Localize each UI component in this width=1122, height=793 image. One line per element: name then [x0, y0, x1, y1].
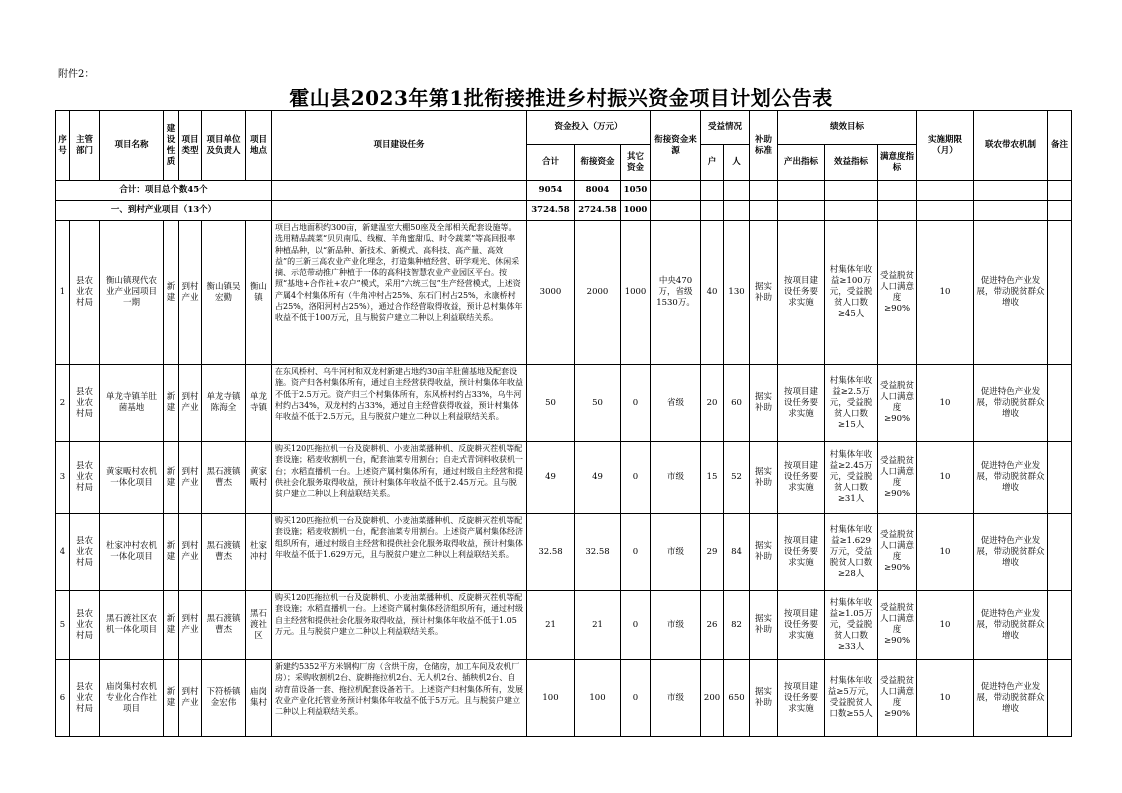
section-other: 1000: [621, 201, 651, 221]
section-total: 3724.58: [527, 201, 575, 221]
cell-type: 到村产业: [179, 660, 202, 737]
cell-source: 省级: [651, 365, 701, 442]
cell-other: 1000: [621, 221, 651, 365]
cell-mechanism: 促进特色产业发展，带动脱贫群众增收: [974, 442, 1048, 514]
cell-source: 市级: [651, 442, 701, 514]
header-output: 产出指标: [778, 145, 825, 181]
header-task: 项目建设任务: [272, 111, 527, 181]
page-title: 霍山县2023年第1批衔接推进乡村振兴资金项目计划公告表: [289, 86, 833, 110]
cell-effect: 村集体年收益≥1.629万元，受益脱贫人口数≥28人: [825, 514, 878, 591]
cell-type: 到村产业: [179, 591, 202, 660]
cell-households: 200: [701, 660, 724, 737]
header-perf: 绩效目标: [778, 111, 917, 145]
table-row: [56, 442, 1072, 514]
cell-type: 到村产业: [179, 442, 202, 514]
cell-period: 10: [917, 442, 974, 514]
header-source: 衔接资金来源: [651, 111, 701, 181]
cell-effect: 村集体年收益≥1.05万元，受益脱贫人口数≥33人: [825, 591, 878, 660]
cell-households: 29: [701, 514, 724, 591]
cell-location: 衡山镇: [246, 221, 272, 365]
cell-satisfaction: 受益脱贫人口满意度≥90%: [878, 442, 917, 514]
header-location: 项目地点: [246, 111, 272, 181]
cell-dept: 县农业农村局: [70, 660, 100, 737]
table-row: [56, 591, 1072, 660]
cell-link: 2000: [575, 221, 621, 365]
cell-effect: 村集体年收益≥2.45万元，受益脱贫人口数≥31人: [825, 442, 878, 514]
cell-period: 10: [917, 365, 974, 442]
header-link-funds: 衔接资金: [575, 145, 621, 181]
header-mechanism: 联农带农机制: [974, 111, 1048, 181]
cell-mechanism: 促进特色产业发展，带动脱贫群众增收: [974, 591, 1048, 660]
cell-people: 130: [724, 221, 750, 365]
cell-subsidy: 据实补助: [750, 514, 778, 591]
cell-seq: 6: [56, 660, 70, 737]
cell-dept: 县农业农村局: [70, 591, 100, 660]
cell-name: 杜家冲村农机一体化项目: [100, 514, 164, 591]
cell-name: 单龙寺镇羊肚菌基地: [100, 365, 164, 442]
cell-task: 新建约5352平方米钢构厂房（含烘干房，仓储房，加工车间及农机厂房）；采购收割机2台、旋耕拖拉机2台、无人机2台、插秧机2台、自动育苗设备一套、拖拉机配套设备若干。上述资产归村集体所有，发展农业产业化托管业务预计村集体年收益不低于5万元。且与脱贫户建立二种以上利益联结关系。: [272, 660, 527, 737]
summary-link: 8004: [575, 181, 621, 201]
cell-output: 按项目建设任务要求实施: [778, 591, 825, 660]
cell-unit: 下符桥镇金宏伟: [202, 660, 246, 737]
cell-dept: 县农业农村局: [70, 365, 100, 442]
cell-output: 按项目建设任务要求实施: [778, 365, 825, 442]
cell-location: 杜家冲村: [246, 514, 272, 591]
cell-seq: 1: [56, 221, 70, 365]
cell-source: 市级: [651, 591, 701, 660]
cell-task: 在东风桥村、乌牛河村和双龙村新建占地约30亩羊肚菌基地及配套设施。资产归各村集体所有，通过自主经营获得收益，预计村集体年收益不低于2.5万元。资产归三个村集体所有，东风桥村约占33%，乌牛河村约占34%，双龙村约占33%，通过自主经营获得收益，预计村集体年收益不低于2.5万元，且与脱贫户建立二种以上利益联结关系。: [272, 365, 527, 442]
cell-note: [1048, 442, 1072, 514]
header-subsidy: 补助标准: [750, 111, 778, 181]
cell-people: 52: [724, 442, 750, 514]
cell-period: 10: [917, 514, 974, 591]
cell-mechanism: 促进特色产业发展，带动脱贫群众增收: [974, 221, 1048, 365]
cell-nature: 新建: [164, 442, 179, 514]
cell-households: 26: [701, 591, 724, 660]
cell-output: 按项目建设任务要求实施: [778, 514, 825, 591]
cell-total: 21: [527, 591, 575, 660]
cell-people: 84: [724, 514, 750, 591]
cell-task: 项目占地面积约300亩，新建温室大棚50座及全部相关配套设施等。选用精品蔬菜“贝贝南瓜、线椒、羊角蜜甜瓜、时令蔬菜”等高回报率种植品种，以“新品种、新技术、新模式、高科技、高产量、高效益”的三新三高农业产业化理念，打造集种植经营、研学观光、休闲采摘、示范带动推广种植于一体的高科技智慧农业产业园区平台。按照“基地+合作社+农户”模式，采用“六统三包”生产经营模式，上述资产属4个村集体所有（牛角冲村占25%、东石门村占25%，永康桥村占25%，洛阳河村占25%），通过合作经营取得收益，预计总村集体年收益不低于100万元，且与脱贫户建立二种以上利益联结关系。: [272, 221, 527, 365]
cell-households: 15: [701, 442, 724, 514]
cell-nature: 新建: [164, 660, 179, 737]
cell-dept: 县农业农村局: [70, 514, 100, 591]
cell-dept: 县农业农村局: [70, 442, 100, 514]
cell-people: 60: [724, 365, 750, 442]
cell-task: 购买120匹拖拉机一台及旋耕机、小麦油菜播种机、反旋耕灭茬机等配套设施；稻麦收割机一台，配套油菜专用割台。上述资产属村集体经济组织所有，通过村级自主经营和提供社会化服务取得收益，预计村集体年收益不低于1.629万元，且与脱贫户建立二种以上利益联结关系。: [272, 514, 527, 591]
cell-seq: 2: [56, 365, 70, 442]
cell-mechanism: 促进特色产业发展，带动脱贫群众增收: [974, 365, 1048, 442]
cell-output: 按项目建设任务要求实施: [778, 442, 825, 514]
cell-link: 50: [575, 365, 621, 442]
cell-source: 市级: [651, 514, 701, 591]
summary-other: 1050: [621, 181, 651, 201]
header-benefit: 受益情况: [701, 111, 750, 145]
cell-source: 市级: [651, 660, 701, 737]
cell-households: 20: [701, 365, 724, 442]
table-row: [56, 221, 1072, 365]
cell-note: [1048, 660, 1072, 737]
cell-subsidy: 据实补助: [750, 442, 778, 514]
cell-nature: 新建: [164, 514, 179, 591]
cell-other: 0: [621, 591, 651, 660]
cell-nature: 新建: [164, 221, 179, 365]
cell-satisfaction: 受益脱贫人口满意度≥90%: [878, 591, 917, 660]
header-satisfaction: 满意度指标: [878, 145, 917, 181]
cell-location: 庙岗集村: [246, 660, 272, 737]
cell-location: 黄家畈村: [246, 442, 272, 514]
cell-unit: 黑石渡镇曹杰: [202, 442, 246, 514]
header-funds: 资金投入（万元）: [527, 111, 651, 145]
cell-mechanism: 促进特色产业发展，带动脱贫群众增收: [974, 514, 1048, 591]
header-row-1: [56, 111, 1072, 145]
attachment-label: 附件2：: [58, 69, 95, 80]
cell-note: [1048, 365, 1072, 442]
header-note: 备注: [1048, 111, 1072, 181]
header-unit: 项目单位及负责人: [202, 111, 246, 181]
cell-link: 100: [575, 660, 621, 737]
header-period: 实施期限（月）: [917, 111, 974, 181]
cell-location: 单龙寺镇: [246, 365, 272, 442]
cell-other: 0: [621, 365, 651, 442]
cell-seq: 3: [56, 442, 70, 514]
header-effect: 效益指标: [825, 145, 878, 181]
summary-row: [56, 181, 1072, 201]
cell-subsidy: 据实补助: [750, 221, 778, 365]
cell-unit: 单龙寺镇陈海全: [202, 365, 246, 442]
section-label: 一、到村产业项目（13个）: [56, 201, 272, 221]
cell-people: 650: [724, 660, 750, 737]
cell-mechanism: 促进特色产业发展，带动脱贫群众增收: [974, 660, 1048, 737]
cell-name: 黑石渡社区农机一体化项目: [100, 591, 164, 660]
header-type: 项目类型: [179, 111, 202, 181]
cell-total: 49: [527, 442, 575, 514]
project-table: [55, 110, 1072, 737]
cell-period: 10: [917, 221, 974, 365]
cell-subsidy: 据实补助: [750, 660, 778, 737]
cell-total: 50: [527, 365, 575, 442]
cell-nature: 新建: [164, 365, 179, 442]
cell-name: 黄家畈村农机一体化项目: [100, 442, 164, 514]
table-row: [56, 365, 1072, 442]
cell-seq: 5: [56, 591, 70, 660]
cell-satisfaction: 受益脱贫人口满意度≥90%: [878, 660, 917, 737]
summary-task: [272, 181, 527, 201]
table-row: [56, 660, 1072, 737]
cell-link: 49: [575, 442, 621, 514]
cell-type: 到村产业: [179, 365, 202, 442]
cell-other: 0: [621, 660, 651, 737]
cell-location: 黑石渡社区: [246, 591, 272, 660]
table-row: [56, 514, 1072, 591]
cell-effect: 村集体年收益≥5万元，受益脱贫人口数≥55人: [825, 660, 878, 737]
cell-total: 3000: [527, 221, 575, 365]
header-total: 合计: [527, 145, 575, 181]
cell-other: 0: [621, 442, 651, 514]
cell-satisfaction: 受益脱贫人口满意度≥90%: [878, 514, 917, 591]
header-people: 人: [724, 145, 750, 181]
cell-note: [1048, 591, 1072, 660]
cell-unit: 黑石渡镇曹杰: [202, 591, 246, 660]
section-row: [56, 201, 1072, 221]
cell-total: 100: [527, 660, 575, 737]
cell-type: 到村产业: [179, 221, 202, 365]
cell-nature: 新建: [164, 591, 179, 660]
cell-task: 购买120匹拖拉机一台及旋耕机、小麦油菜播种机、反旋耕灭茬机等配套设施；稻麦收割机一台，配套油菜专用割台；自走式青饲料收获机一台；水稻直播机一台。上述资产属村集体所有，通过村级自主经营和提供社会化服务取得收益，预计村集体年收益不低于2.45万元。且与脱贫户建立二种以上利益联结关系。: [272, 442, 527, 514]
cell-output: 按项目建设任务要求实施: [778, 221, 825, 365]
cell-seq: 4: [56, 514, 70, 591]
header-households: 户: [701, 145, 724, 181]
cell-period: 10: [917, 591, 974, 660]
cell-effect: 村集体年收益≥2.5万元，受益脱贫人口数≥15人: [825, 365, 878, 442]
cell-link: 32.58: [575, 514, 621, 591]
cell-other: 0: [621, 514, 651, 591]
cell-unit: 衡山镇吴宏勤: [202, 221, 246, 365]
cell-name: 庙岗集村农机专业化合作社项目: [100, 660, 164, 737]
header-other-funds: 其它资金: [621, 145, 651, 181]
cell-subsidy: 据实补助: [750, 591, 778, 660]
cell-subsidy: 据实补助: [750, 365, 778, 442]
cell-effect: 村集体年收益≥100万元，受益脱贫人口数≥45人: [825, 221, 878, 365]
header-nature: 建设性质: [164, 111, 179, 181]
cell-people: 82: [724, 591, 750, 660]
cell-satisfaction: 受益脱贫人口满意度≥90%: [878, 221, 917, 365]
cell-satisfaction: 受益脱贫人口满意度≥90%: [878, 365, 917, 442]
cell-type: 到村产业: [179, 514, 202, 591]
cell-households: 40: [701, 221, 724, 365]
header-dept: 主管部门: [70, 111, 100, 181]
cell-note: [1048, 221, 1072, 365]
cell-link: 21: [575, 591, 621, 660]
cell-output: 按项目建设任务要求实施: [778, 660, 825, 737]
summary-label: 合计：项目总个数45个: [56, 181, 272, 201]
section-link: 2724.58: [575, 201, 621, 221]
cell-unit: 黑石渡镇曹杰: [202, 514, 246, 591]
header-seq: 序号: [56, 111, 70, 181]
section-task: [272, 201, 527, 221]
cell-name: 衡山镇现代农业产业园项目一期: [100, 221, 164, 365]
cell-total: 32.58: [527, 514, 575, 591]
header-name: 项目名称: [100, 111, 164, 181]
cell-period: 10: [917, 660, 974, 737]
cell-source: 中央470万，省级1530万。: [651, 221, 701, 365]
cell-note: [1048, 514, 1072, 591]
cell-task: 购买120匹拖拉机一台及旋耕机、小麦油菜播种机、反旋耕灭茬机等配套设施；水稻直播机一台。上述资产属村集体经济组织所有，通过村级自主经营和提供社会化服务取得收益，预计村集体年收益不低于1.05万元。且与脱贫户建立二种以上利益联结关系。: [272, 591, 527, 660]
cell-dept: 县农业农村局: [70, 221, 100, 365]
summary-total: 9054: [527, 181, 575, 201]
